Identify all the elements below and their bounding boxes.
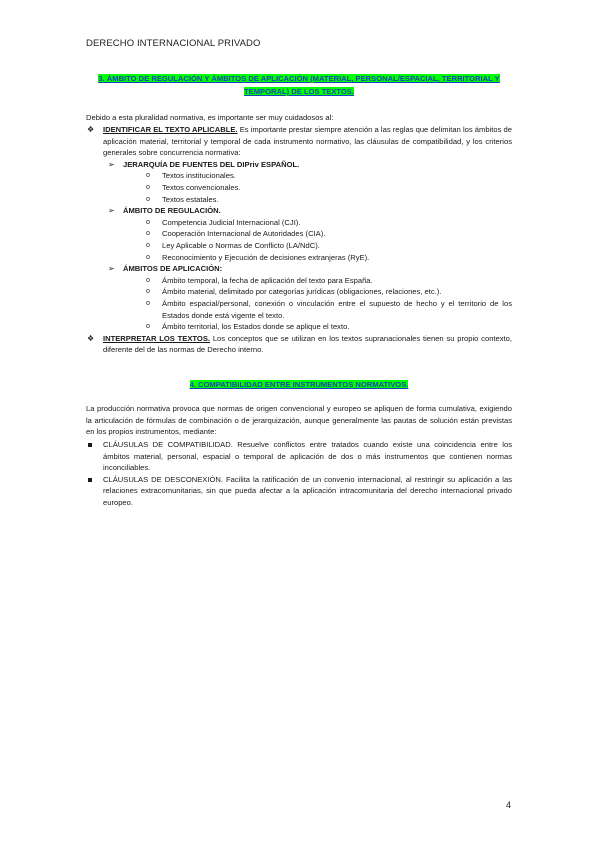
item-lead: CLÁUSULAS DE DESCONEXIÓN. xyxy=(103,474,223,484)
list-item: o Textos convencionales. xyxy=(146,182,241,192)
list-item: o Competencia Judicial Internacional (CJI). xyxy=(146,217,301,227)
paragraph-produccion-normativa: La producción normativa provoca que normas de origen convencional y europeo se apliquen de forma cumulativa, exigiendo la articulación de fórmulas de combinación o de jerarquización, aunque generalmente las pautas de solución están previstas en los propios instrumentos, mediante: xyxy=(86,404,512,437)
group-jerarquia xyxy=(86,159,512,171)
square-bullet-icon xyxy=(88,478,92,482)
circle-bullet-icon: o xyxy=(146,172,150,180)
arrow-bullet-icon: ➢ xyxy=(108,206,115,216)
circle-bullet-icon: o xyxy=(146,299,150,307)
page-number: 4 xyxy=(506,800,512,810)
arrow-bullet-icon: ➢ xyxy=(108,159,115,169)
section-4-heading-text: 4. COMPATIBILIDAD ENTRE INSTRUMENTOS NORMATIVOS. xyxy=(189,380,409,389)
circle-bullet-icon: o xyxy=(146,230,150,238)
list-item-compatibilidad xyxy=(86,439,512,474)
item-text: Facilita la ratificación de un convenio internacional, al restringir su aplicación a las relaciones extracomunitarias, sin que pueda afectar a la aplicación intracomunitaria del derecho internacional privado europeo. xyxy=(103,474,512,507)
list-item: o Ley Aplicable o Normas de Conflicto (LA/NdC). xyxy=(146,240,320,250)
item-lead: IDENTIFICAR EL TEXTO APLICABLE. xyxy=(103,125,238,134)
section-4-heading xyxy=(86,379,512,391)
diamond-list xyxy=(86,124,512,356)
list-item: o Ámbito temporal, la fecha de aplicación del texto para España. xyxy=(146,275,373,285)
sub-list-regulacion xyxy=(86,217,512,263)
square-list xyxy=(86,439,512,509)
list-item: o Ámbito material, delimitado por categorías jurídicas (obligaciones, relaciones, etc.). xyxy=(146,287,442,297)
list-item: o Ámbito espacial/personal, conexión o vinculación entre el supuesto de hecho y el territorio de los Estados donde está vigente el texto. xyxy=(146,298,512,320)
sub-list-jerarquia xyxy=(86,170,512,205)
circle-bullet-icon: o xyxy=(146,276,150,284)
item-lead: INTERPRETAR LOS TEXTOS. xyxy=(103,333,211,343)
group-title: ÁMBITO DE REGULACIÓN. xyxy=(123,206,221,216)
section-3-heading-text: 3. ÁMBITO DE REGULACIÓN Y ÁMBITOS DE APLICACIÓN (MATERIAL, PERSONAL/ESPACIAL, TERRITORIAL Y TEMPORAL) DE LOS TEXTOS. xyxy=(98,74,500,96)
square-bullet-icon xyxy=(88,443,92,447)
list-item: o Textos estatales. xyxy=(146,194,219,204)
group-title: JERARQUÍA DE FUENTES DEL DIPriv ESPAÑOL. xyxy=(123,159,300,169)
circle-bullet-icon: o xyxy=(146,253,150,261)
group-title: ÁMBITOS DE APLICACIÓN: xyxy=(123,264,223,274)
item-text: Los conceptos que se utilizan en los textos supranacionales tienen su propio contexto, diferente del de las normas de Derecho interno. xyxy=(103,333,513,355)
section-3-heading xyxy=(86,72,512,98)
sub-list-aplicacion xyxy=(86,275,512,333)
arrow-bullet-icon: ➢ xyxy=(108,264,115,274)
list-item: o Reconocimiento y Ejecución de decisiones extranjeras (RyE). xyxy=(146,252,370,262)
circle-bullet-icon: o xyxy=(146,288,150,296)
group-ambitos-aplicacion xyxy=(86,263,512,275)
circle-bullet-icon: o xyxy=(146,241,150,249)
circle-bullet-icon: o xyxy=(146,323,150,331)
running-header: DERECHO INTERNACIONAL PRIVADO xyxy=(86,38,261,49)
list-item-identificar xyxy=(86,124,512,159)
list-item: o Cooperación Internacional de Autoridades (CIA). xyxy=(146,229,326,239)
item-text: Resuelve conflictos entre tratados cuando existe una coincidencia entre los ámbitos material, personal, espacial o temporal de aplicación de dos o más instrumentos que contienen normas inconciliables. xyxy=(103,440,512,473)
intro-text: Debido a esta pluralidad normativa, es importante ser muy cuidadosos al: xyxy=(86,113,334,122)
group-ambito-regulacion xyxy=(86,205,512,217)
list-item-desconexion xyxy=(86,474,512,509)
list-item: o Textos institucionales. xyxy=(146,171,236,181)
item-text: Es importante prestar siempre atención a las reglas que delimitan los ámbitos de aplicación material, territorial y temporal de cada instrumento normativo, las cláusulas de compatibilidad, y los criterios generales sobre concurrencia normativa: xyxy=(103,125,512,158)
item-lead: CLÁUSULAS DE COMPATIBILIDAD. xyxy=(103,440,233,449)
diamond-bullet-icon: ❖ xyxy=(87,333,95,343)
diamond-bullet-icon: ❖ xyxy=(87,125,95,134)
circle-bullet-icon: o xyxy=(146,218,150,226)
circle-bullet-icon: o xyxy=(146,195,150,203)
list-item-interpretar xyxy=(86,333,512,356)
circle-bullet-icon: o xyxy=(146,183,150,191)
list-item: o Ámbito territorial, los Estados donde se aplique el texto. xyxy=(146,322,350,332)
